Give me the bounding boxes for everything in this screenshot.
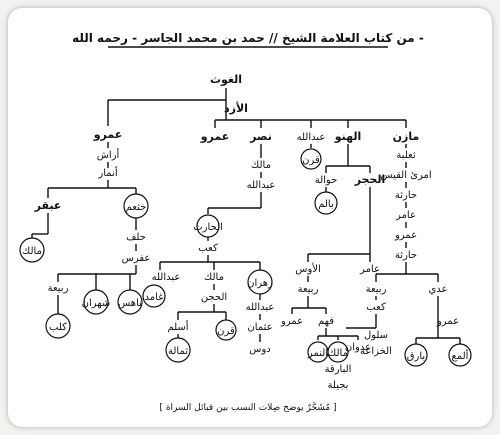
node-daws: دوس (249, 344, 271, 355)
node-abdullah-nasr: عبدالله (246, 180, 276, 191)
caption-text: [ مُشَجَّرٌ يوضح صِلات النسب بين قبائل السراة ] (159, 403, 337, 413)
node-malik-k: مالك (204, 272, 224, 283)
node-hajr: الحجر (354, 173, 386, 186)
node-imruulqays: امرئ القيس (380, 170, 432, 181)
node-batham: بالم (318, 199, 334, 210)
node-alnamir: النمر (307, 348, 329, 359)
node-uthman: عثمان (247, 322, 273, 333)
node-amir1: عامر (396, 210, 416, 221)
image-frame (8, 8, 492, 427)
node-kaab: كعب (198, 243, 218, 254)
node-rabia-left: ربيعة (47, 283, 69, 294)
node-malik-left: مالك (22, 246, 42, 257)
node-anmar: أنمار (98, 168, 118, 179)
node-bariq: بارق (406, 351, 426, 362)
node-nasr: نصر (250, 130, 272, 143)
node-kaab-m: كعب (366, 302, 386, 313)
node-hawala: حوالة (314, 175, 338, 186)
node-thumala: ثمالة (167, 346, 189, 357)
node-salul: سلول (363, 330, 389, 341)
node-mazin: مازن (392, 130, 420, 143)
node-albarida: البارقة (324, 364, 352, 375)
node-qarn-bottom: قرن (217, 326, 235, 337)
node-hinw: الهنو (334, 130, 362, 143)
node-nahis: ناهس (118, 298, 142, 309)
node-alaws: الأوس (295, 264, 321, 275)
node-kalb: كلب (49, 322, 67, 333)
node-amr-top: عمرو (93, 128, 123, 141)
node-abdullah-q: عبدالله (296, 132, 326, 143)
node-amr-azd: عمرو (200, 130, 230, 143)
node-hujr: الحارث (193, 222, 223, 233)
node-arash: أراش (96, 150, 120, 161)
node-fahm: فهم (317, 316, 335, 327)
node-alma: ألمع (451, 351, 469, 362)
node-haritha2: حارثة (394, 250, 418, 261)
node-zahran: زهران (247, 278, 273, 289)
node-amir-hajr: عامر (360, 264, 380, 275)
node-qarn-top: قرن (302, 155, 320, 166)
node-ghawth: الغوث (209, 73, 243, 86)
node-aslam: أسلم (167, 322, 189, 333)
node-afrus: عفرس (121, 253, 151, 264)
node-shahran: شهران (81, 298, 111, 309)
node-khathaam: خثعم (125, 202, 147, 213)
node-haritha1: حارثة (394, 190, 418, 201)
node-amr-adi: عمرو (436, 316, 460, 327)
node-thalaba: ثعلبة (396, 150, 416, 161)
node-adwan: عدوان (344, 342, 372, 353)
node-adi: عدي (428, 284, 448, 295)
node-rabia-m: ربيعة (365, 284, 387, 295)
node-amr2: عمرو (394, 230, 418, 241)
node-half: حلف (126, 232, 146, 243)
header-text: من كتاب العلامة الشيخ // حمد بن محمد الجاسر - رحمه الله - (72, 31, 424, 45)
node-rabia-aws: ربيعة (297, 284, 319, 295)
node-azd: الأزد (224, 102, 248, 115)
node-malik-nasr: مالك (251, 160, 271, 171)
node-alhajn: الحجن (200, 292, 228, 303)
genealogy-tree-diagram (8, 8, 492, 427)
node-abdullah-k: عبدالله (151, 272, 181, 283)
node-bajila: بجيلة (327, 380, 349, 391)
node-amr-aws: عمرو (280, 316, 304, 327)
node-alkhuzaa: الخزاعة (360, 346, 392, 357)
node-abdullah-z: عبدالله (245, 302, 275, 313)
node-malik-fahm: مالك (328, 348, 348, 359)
node-ghamid: غامد (144, 292, 164, 303)
node-abqar: عبقر (34, 199, 62, 212)
